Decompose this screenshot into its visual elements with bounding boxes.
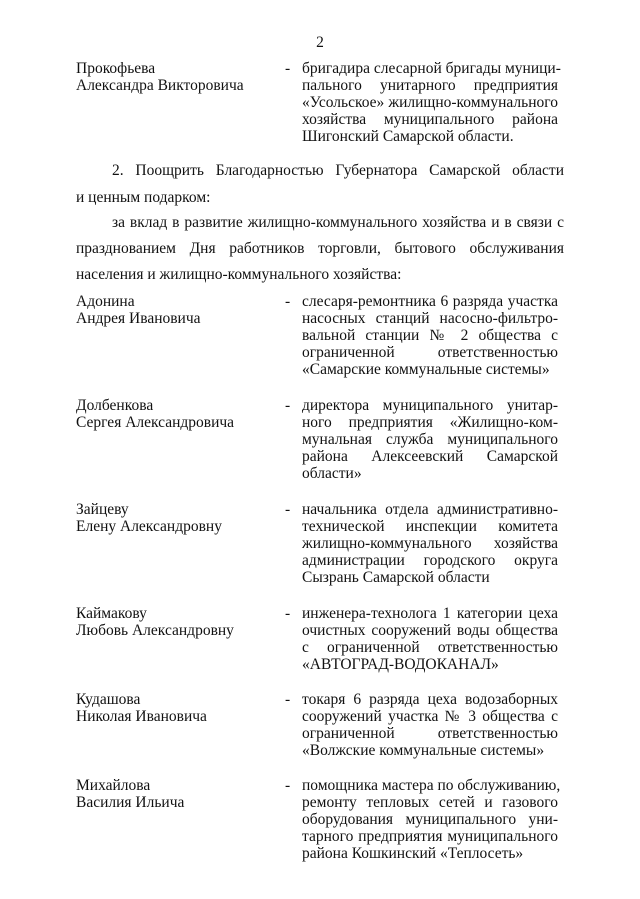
section-2-heading: 2. Поощрить Благодарностью Губернатора Самарской области (112, 162, 564, 179)
recipient-position (302, 605, 558, 673)
position-line: района Кошкинский «Теплосеть» (302, 845, 524, 862)
recipient-given-names: Сергея Александровича (76, 414, 235, 431)
recipient-given-names: Александра Викторовича (76, 77, 244, 94)
section-2-line: и ценным подарком: (76, 189, 211, 206)
recipient-position (302, 691, 558, 759)
recipient-surname: Кудашова (76, 691, 141, 708)
position-line: администрации городского округа (302, 552, 558, 569)
recipient-given-names: Андрея Ивановича (76, 310, 201, 327)
recipient-given-names: Любовь Александровну (76, 622, 234, 639)
dash-separator: - (285, 605, 291, 622)
section-2-line: за вклад в развитие жилищно-коммунального хозяйства и в связи с (112, 214, 564, 231)
recipient-position (302, 397, 558, 482)
position-line: тарного предприятия муниципального (302, 828, 558, 845)
position-line: района Алексеевский Самарской (302, 448, 558, 465)
recipient-position (302, 60, 561, 145)
position-line: жилищно-коммунального хозяйства (302, 535, 558, 552)
position-line: помощника мастера по обслуживанию, (302, 777, 561, 794)
recipient-name (76, 397, 276, 431)
dash-separator: - (285, 691, 291, 708)
recipient-given-names: Николая Ивановича (76, 708, 207, 725)
position-line: «АВТОГРАД-ВОДОКАНАЛ» (302, 656, 499, 673)
recipient-position (302, 293, 558, 378)
recipient-position (302, 501, 558, 586)
position-line: хозяйства муниципального района (302, 111, 558, 128)
position-line: оборудования муниципального уни- (302, 811, 558, 828)
position-line: Сызрань Самарской области (302, 569, 490, 586)
recipient-name (76, 605, 276, 639)
position-line: бригадира слесарной бригады муници- (302, 60, 561, 77)
position-line: Шигонский Самарской области. (302, 128, 514, 145)
position-line: «Усольское» жилищно-коммунального (302, 94, 558, 111)
recipient-given-names: Елену Александровну (76, 518, 222, 535)
position-line: области» (302, 465, 362, 482)
position-line: ограниченной ответственностью (302, 725, 558, 742)
position-line: «Самарские коммунальные системы» (302, 361, 550, 378)
dash-separator: - (285, 60, 291, 77)
position-line: вальной станции № 2 общества с (302, 327, 558, 344)
position-line: инженера-технолога 1 категории цеха (302, 605, 558, 622)
recipient-surname: Зайцеву (76, 501, 129, 518)
recipient-surname: Прокофьева (76, 60, 156, 77)
section-2-line: празднованием Дня работников торговли, бытового обслуживания (76, 240, 564, 257)
recipient-surname: Долбенкова (76, 397, 154, 414)
recipient-surname: Михайлова (76, 777, 151, 794)
page-number: 2 (316, 34, 324, 51)
position-line: мунальная служба муниципального (302, 431, 558, 448)
position-line: начальника отдела административно- (302, 501, 558, 518)
recipient-surname: Каймакову (76, 605, 147, 622)
recipient-name (76, 777, 276, 811)
position-line: токаря 6 разряда цеха водозаборных (302, 691, 558, 708)
position-line: насосных станций насосно-фильтро- (302, 310, 558, 327)
position-line: ремонту тепловых сетей и газового (302, 794, 558, 811)
dash-separator: - (285, 293, 291, 310)
position-line: ного предприятия «Жилищно-ком- (302, 414, 558, 431)
section-2-line: населения и жилищно-коммунального хозяйства: (76, 266, 402, 283)
position-line: «Волжские коммунальные системы» (302, 742, 545, 759)
recipient-position (302, 777, 561, 862)
recipient-name (76, 501, 276, 535)
recipient-given-names: Василия Ильича (76, 794, 185, 811)
position-line: директора муниципального унитар- (302, 397, 558, 414)
recipient-name (76, 60, 276, 94)
recipient-name (76, 691, 276, 725)
position-line: с ограниченной ответственностью (302, 639, 558, 656)
recipient-surname: Адонина (76, 293, 135, 310)
position-line: сооружений участка № 3 общества с (302, 708, 558, 725)
position-line: очистных сооружений воды общества (302, 622, 558, 639)
dash-separator: - (285, 777, 291, 794)
position-line: слесаря-ремонтника 6 разряда участка (302, 293, 558, 310)
dash-separator: - (285, 397, 291, 414)
recipient-name (76, 293, 276, 327)
position-line: пального унитарного предприятия (302, 77, 558, 94)
position-line: технической инспекции комитета (302, 518, 558, 535)
position-line: ограниченной ответственностью (302, 344, 558, 361)
dash-separator: - (285, 501, 291, 518)
